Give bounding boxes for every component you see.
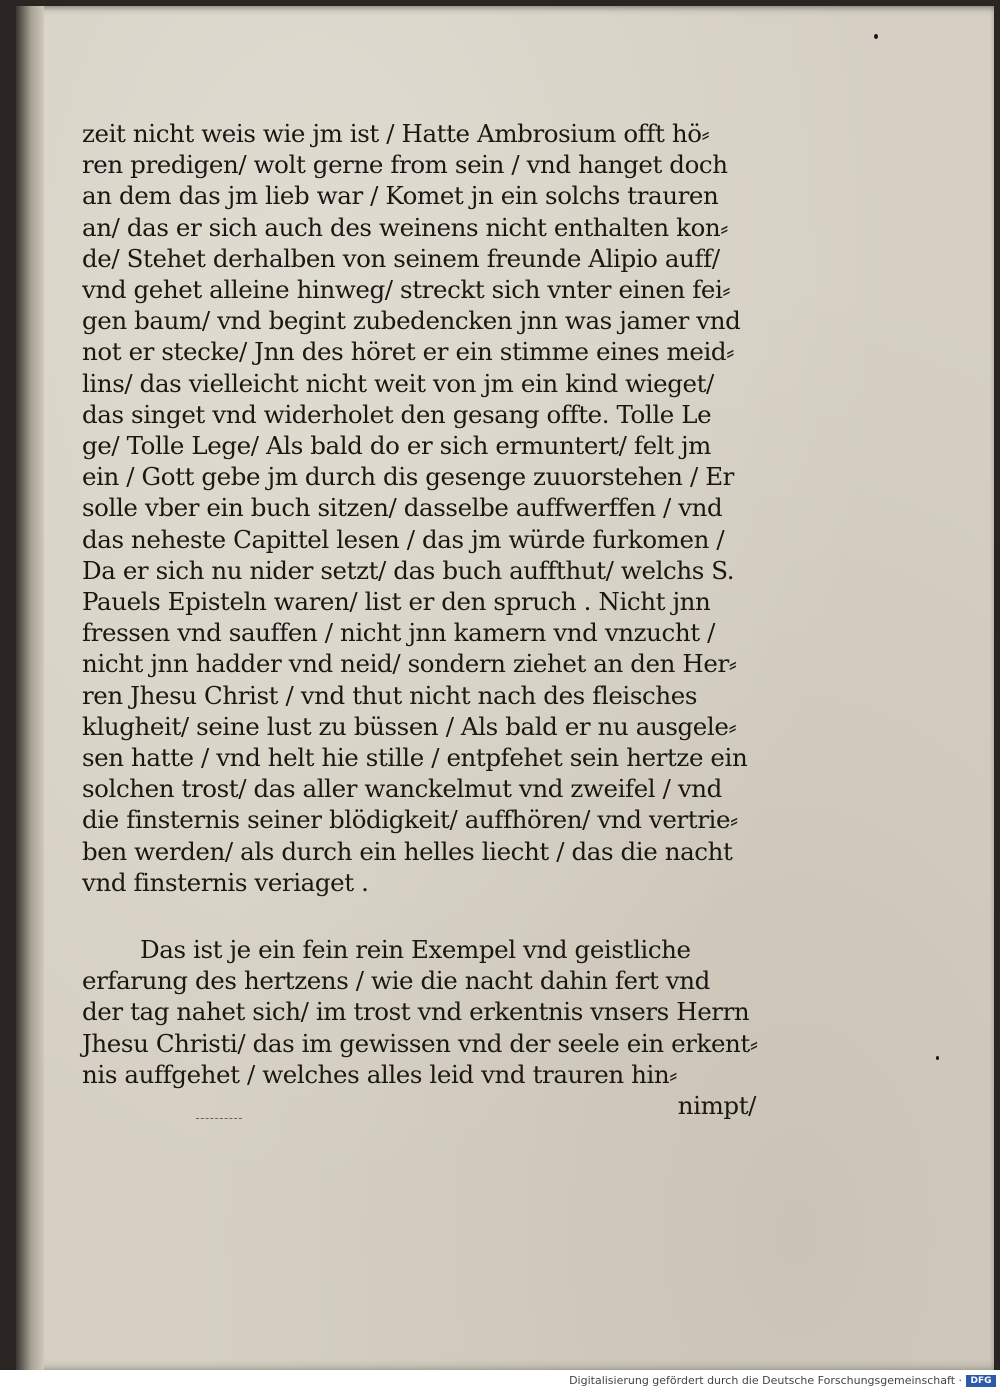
book-page <box>16 6 994 1370</box>
text-line: vnd finsternis veriaget . <box>82 867 369 897</box>
text-line: solle vber ein buch sitzen/ dasselbe auffwerffen / vnd <box>82 493 723 523</box>
text-line: not er stecke/ Jnn des höret er ein stimme eines meid⸗ <box>82 337 734 367</box>
text-line: de/ Stehet derhalben von seinem freunde Alipio auff/ <box>82 243 720 273</box>
text-line: ge/ Tolle Lege/ Als bald do er sich ermuntert/ felt jm <box>82 431 711 461</box>
text-line: ren Jhesu Christ / vnd thut nicht nach des fleisches <box>82 680 698 710</box>
text-line: an/ das er sich auch des weinens nicht enthalten kon⸗ <box>82 212 729 242</box>
digitization-footer <box>0 1370 1000 1393</box>
text-line: zeit nicht weis wie jm ist / Hatte Ambrosium offt hö⸗ <box>82 119 710 148</box>
blackletter-text-block <box>82 118 782 1121</box>
text-line: der tag nahet sich/ im trost vnd erkentnis vnsers Herrn <box>82 997 750 1027</box>
text-line: klugheit/ seine lust zu büssen / Als bald er nu ausgele⸗ <box>82 711 737 741</box>
text-line: ein / Gott gebe jm durch dis gesenge zuuorstehen / Er <box>82 462 734 492</box>
text-line: das neheste Capittel lesen / das jm würde furkomen / <box>82 524 725 554</box>
paragraph-1 <box>82 118 782 898</box>
text-line: nicht jnn hadder vnd neid/ sondern ziehet an den Her⸗ <box>82 649 737 679</box>
text-line: die finsternis seiner blödigkeit/ auffhören/ vnd vertrie⸗ <box>82 805 738 835</box>
ink-speck <box>874 34 878 39</box>
text-line: das singet vnd widerholet den gesang offte. Tolle Le <box>82 399 712 429</box>
text-line: vnd gehet alleine hinweg/ streckt sich vnter einen fei⸗ <box>82 275 731 305</box>
ink-speck <box>936 1056 939 1060</box>
text-line: ren predigen/ wolt gerne from sein / vnd hanget doch <box>82 150 728 180</box>
text-line: erfarung des hertzens / wie die nacht dahin fert vnd <box>82 966 710 996</box>
text-line: lins/ das vielleicht nicht weit von jm ein kind wieget/ <box>82 368 714 398</box>
text-line: nis auffgehet / welches alles leid vnd trauren hin⸗ <box>82 1059 678 1089</box>
text-line: Pauels Episteln waren/ list er den spruch . Nicht jnn <box>82 587 711 617</box>
text-line: sen hatte / vnd helt hie stille / entpfehet sein hertze ein <box>82 743 748 773</box>
text-line: gen baum/ vnd begint zubedencken jnn was jamer vnd <box>82 306 741 336</box>
faint-pencil-mark <box>196 1118 242 1120</box>
text-line: solchen trost/ das aller wanckelmut vnd zweifel / vnd <box>82 774 722 804</box>
page-spine-shadow <box>16 6 44 1370</box>
catchword: nimpt/ <box>677 1091 756 1121</box>
dfg-logo-icon: DFG <box>966 1375 996 1387</box>
text-line: Da er sich nu nider setzt/ das buch auffthut/ welchs S. <box>82 555 735 585</box>
text-line: ben werden/ als durch ein helles liecht / das die nacht <box>82 836 733 866</box>
text-line: Jhesu Christi/ das im gewissen vnd der seele ein erkent⸗ <box>82 1028 758 1058</box>
text-line: an dem das jm lieb war / Komet jn ein solchs trauren <box>82 181 719 211</box>
paragraph-2 <box>82 934 782 1121</box>
text-line: fressen vnd sauffen / nicht jnn kamern vnd vnzucht / <box>82 618 715 648</box>
dfg-credit-text: Digitalisierung gefördert durch die Deutsche Forschungsgemeinschaft · <box>569 1374 962 1387</box>
text-line: Das ist je ein fein rein Exempel vnd geistliche <box>140 935 691 965</box>
